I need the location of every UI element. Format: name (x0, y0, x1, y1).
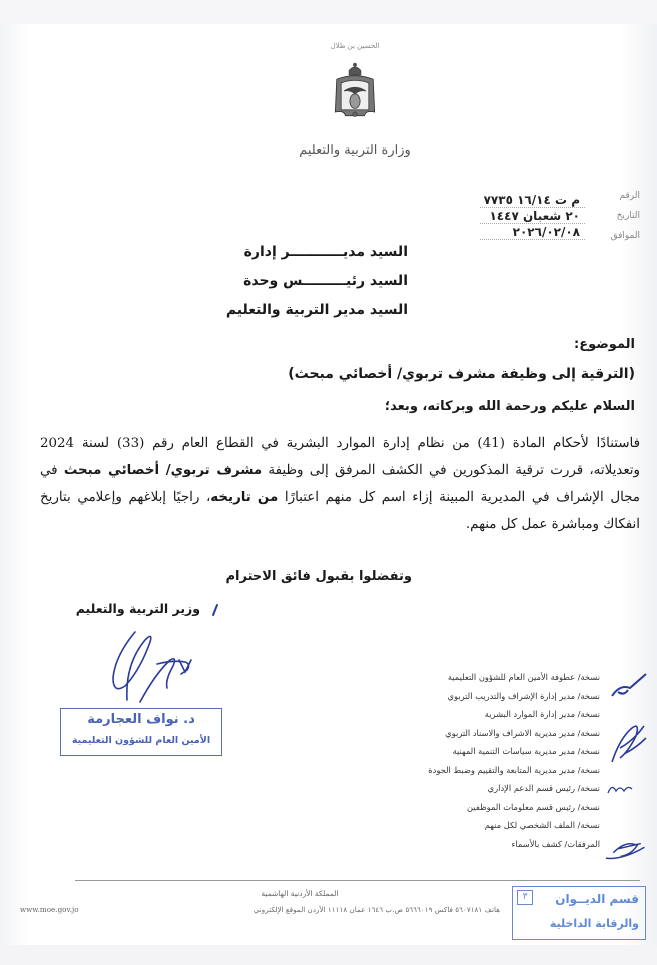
ref-corresponding-label: الموافق (610, 231, 640, 241)
reference-labels (590, 186, 640, 246)
subject-label: الموضوع: (574, 337, 635, 352)
body-part: فاستنادًا لأحكام المادة (41) من نظام إدارة الموارد البشرية في القطاع العام رقم (33) لسنة 2024 وتعديلاته، قررت ترقية المذكورين في الكشف المرفق إلى وظيفة (40, 436, 640, 478)
recipient-line: السيد مديـــــــــــر إدارة (243, 244, 408, 260)
diwan-stamp-line1: قسم الديــوان (555, 892, 639, 906)
footer-address: هاتف ٥٦٠٧١٨١ فاكس ٥٦٦٦٠١٩ ص.ب ١٦٤٦ عمان ١١١١٨ الأردن الموقع الإلكتروني (253, 905, 500, 914)
recipient-line: السيد مدير التربية والتعليم (225, 302, 408, 318)
official-stamp (60, 708, 222, 756)
minister-title: وزير التربية والتعليم (75, 601, 200, 616)
stamp-name: د. نواف العجارمة (87, 712, 195, 727)
cc-item: نسخة/ مدير مديرية الاشراف والاسناد التربوي (445, 727, 600, 738)
ref-date-label: التاريخ (616, 211, 640, 221)
emblem-motto: الحسين بن طلال (330, 42, 380, 50)
body-bold-position: مشرف تربوي/ أخصائي مبحث (63, 463, 263, 478)
diwan-stamp (512, 886, 646, 940)
body-part: ، راجيًا إبلاغهم وإعلامي بتاريخ انفكاك ومباشرة عمل كل منهم. (40, 490, 640, 532)
recipients (200, 238, 408, 325)
initials-signature-icon (606, 781, 634, 797)
closing-line: وتفضلوا بقبول فائق الاحترام (225, 569, 412, 584)
footer-contact (20, 904, 500, 916)
diwan-stamp-line2: والرقابة الداخلية (549, 917, 639, 930)
ref-number: م ت ١٦/١٤ ٧٧٣٥ (483, 193, 580, 207)
cc-item: نسخة/ مدير مديرية سياسات التنمية المهنية (452, 746, 600, 756)
reference-values (440, 192, 580, 240)
body-paragraph (40, 430, 640, 538)
stamp-role: الأمين العام للشؤون التعليمية (71, 735, 211, 746)
ref-hijri-date: ٢٠ شعبان ١٤٤٧ (489, 209, 580, 223)
cc-item: نسخة/ رئيس قسم معلومات الموظفين (467, 801, 600, 812)
footer-divider (75, 880, 640, 881)
cc-item: نسخة/ مدير إدارة الإشراف والتدريب التربوي (447, 690, 600, 701)
initials-signature-icon (606, 718, 650, 768)
scan-top-edge (0, 0, 657, 24)
cc-item: نسخة/ عطوفة الأمين العام للشؤون التعليمية (447, 672, 600, 682)
ref-number-label: الرقم (619, 191, 640, 201)
footer-website: www.moe.gov.jo (20, 905, 79, 914)
initials-signature-icon (604, 838, 650, 862)
attachments-item: المرفقات/ كشف بالأسماء (511, 838, 600, 849)
greeting: السلام عليكم ورحمة الله وبركاته، وبعد؛ (384, 399, 635, 414)
cc-list (350, 668, 600, 853)
cc-item: نسخة/ رئيس قسم الدعم الإداري (487, 783, 600, 793)
scan-bottom-edge (0, 945, 657, 965)
body-bold-date: من تاريخه (210, 490, 279, 505)
body-part: في مجال الإشراف في المديرية المبينة إزاء اسم كل منهم اعتبارًا (40, 463, 640, 505)
ink-mark-icon (210, 603, 220, 617)
recipient-line: السيد رئيـــــــــس وحدة (243, 273, 408, 289)
handwritten-signature-icon (95, 628, 210, 706)
subject: (الترقية إلى وظيفة مشرف تربوي/ أخصائي مبحث) (288, 366, 635, 382)
cc-item: نسخة/ مدير مديرية المتابعة والتقييم وضبط الجودة (428, 764, 600, 775)
diwan-stamp-number: ٣ (517, 890, 533, 905)
ministry-name: وزارة التربية والتعليم (299, 143, 411, 158)
initials-signature-icon (608, 670, 648, 702)
footer-country: المملكة الأردنية الهاشمية (261, 889, 339, 898)
jordan-coat-of-arms-icon (315, 56, 395, 136)
cc-item: نسخة/ مدير إدارة الموارد البشرية (484, 709, 600, 719)
ref-gregorian-date: ٢٠٢٦/٠٢/٠٨ (512, 225, 580, 239)
cc-item: نسخة/ الملف الشخصي لكل منهم (484, 820, 600, 830)
